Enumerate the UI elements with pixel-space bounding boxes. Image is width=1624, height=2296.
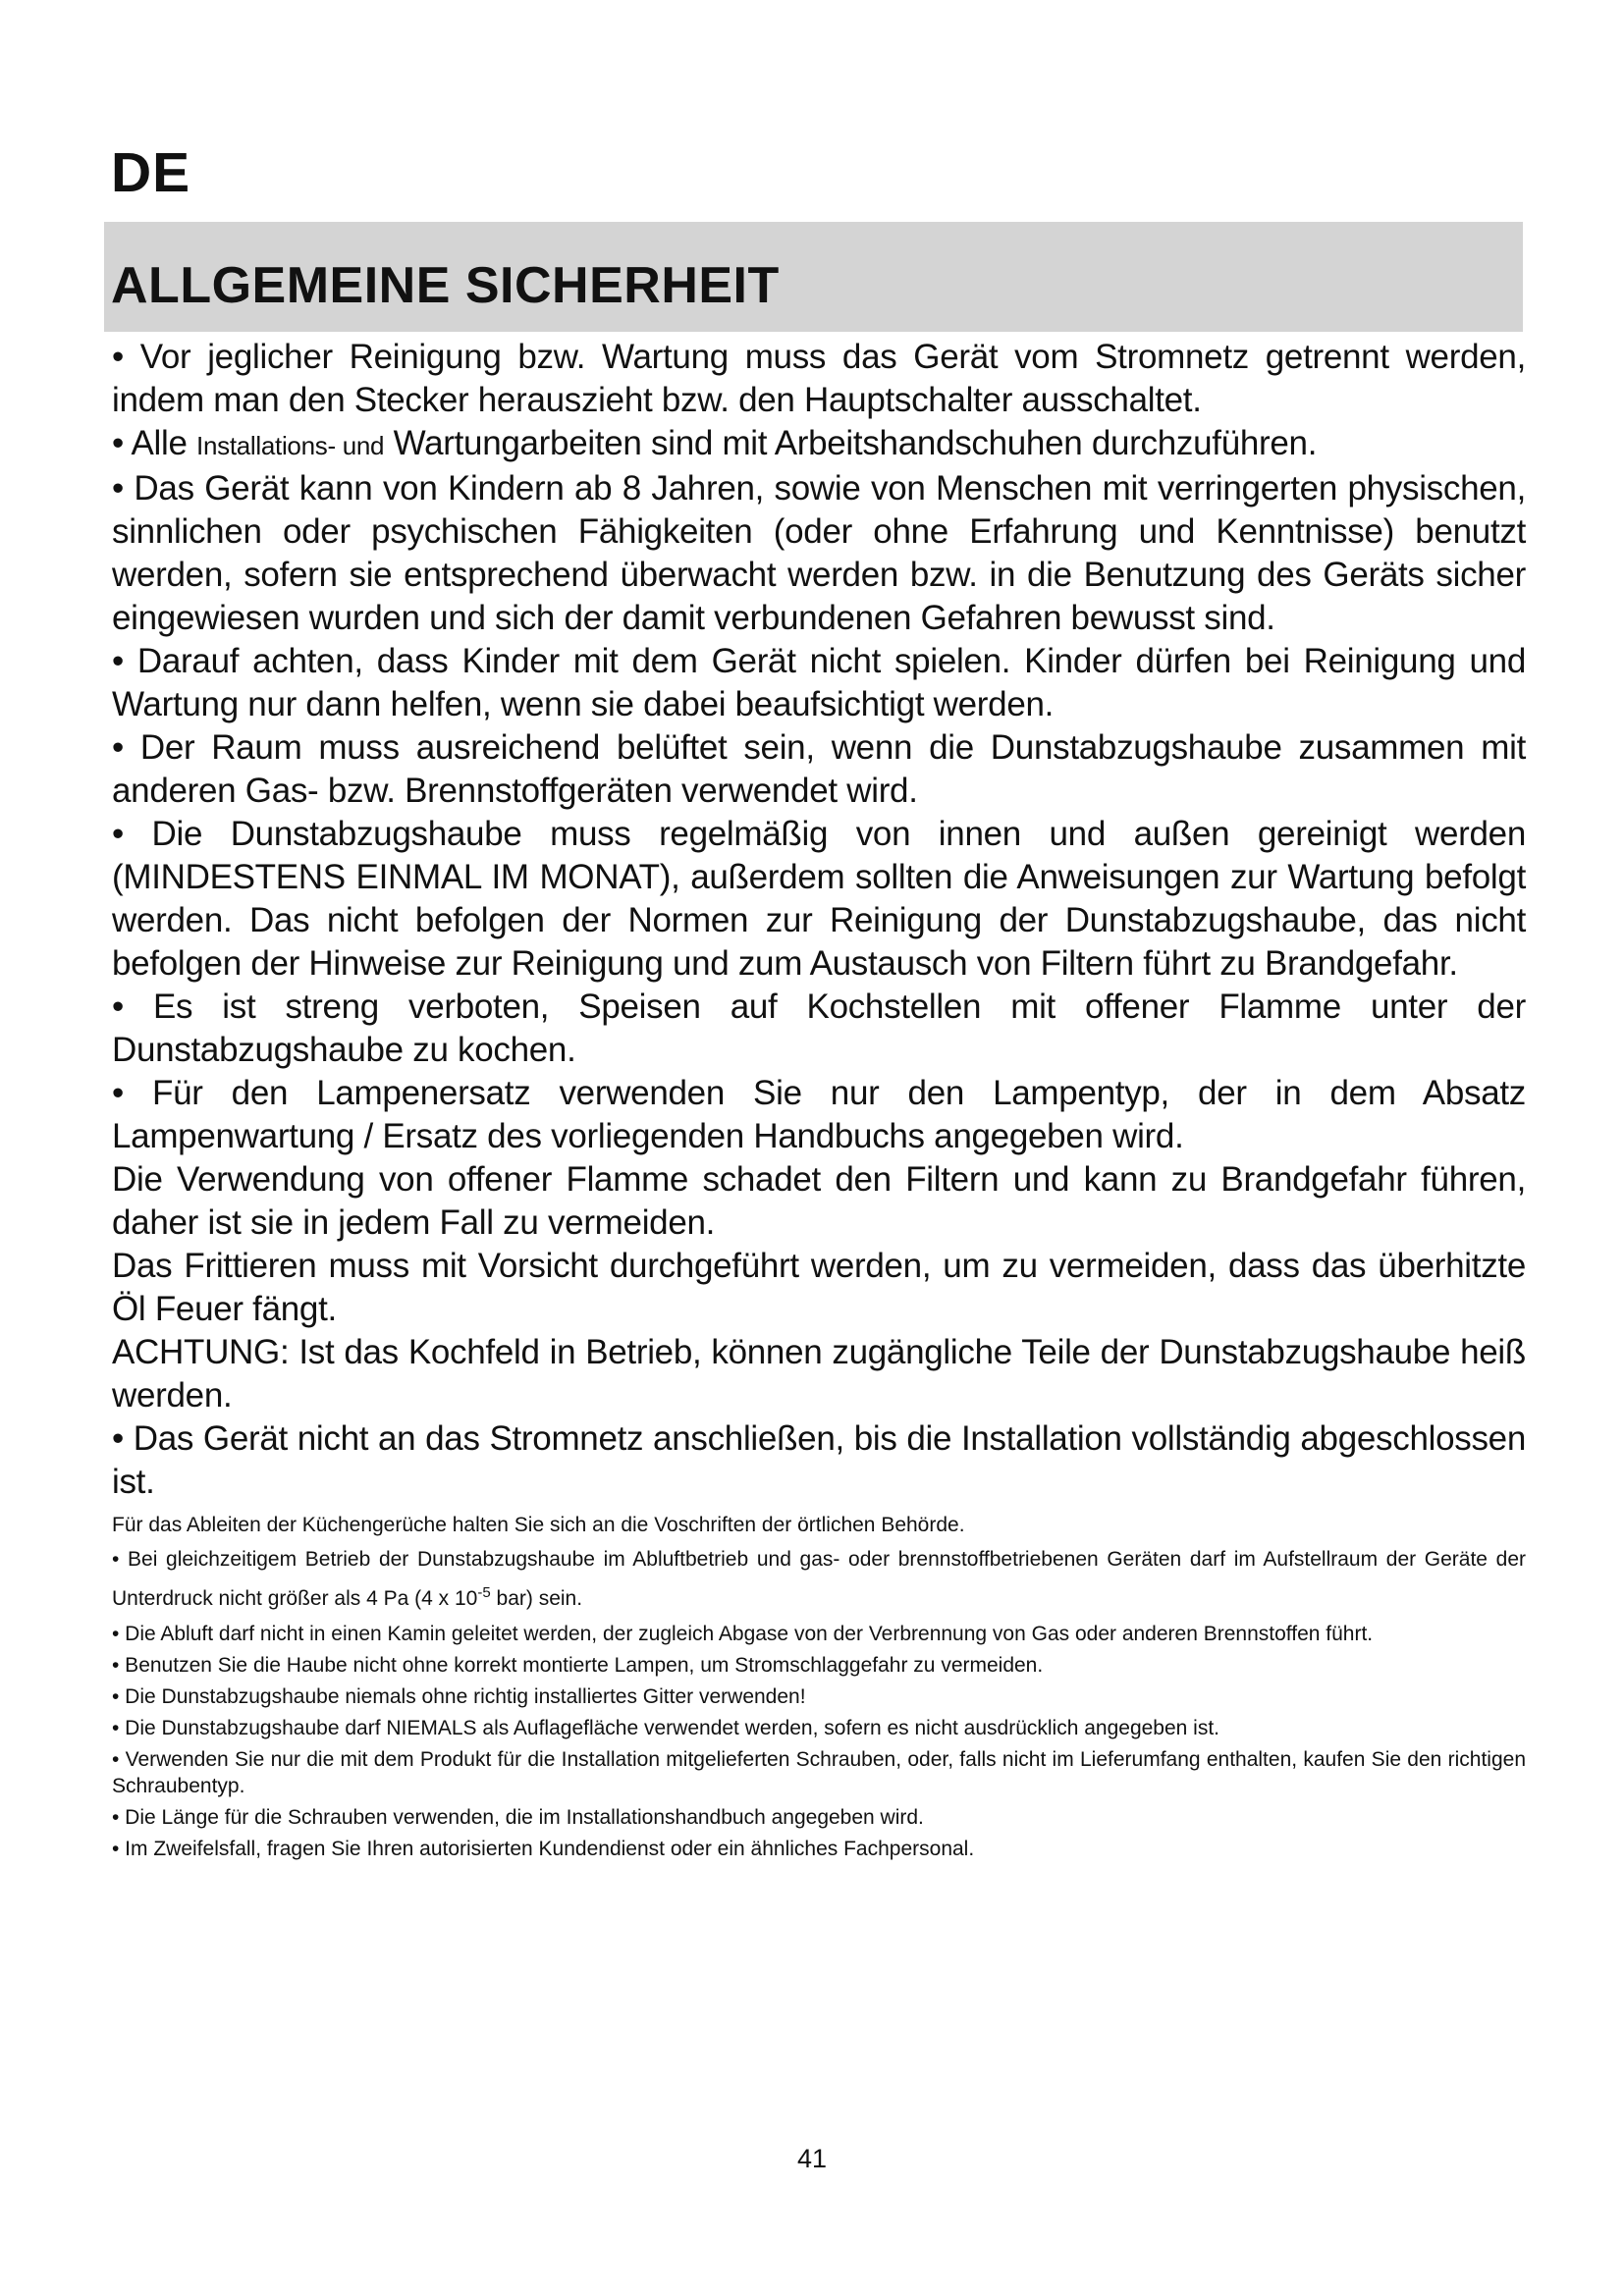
small-paragraph-chimney: • Die Abluft darf nicht in einen Kamin geleitet werden, der zugleich Abgase von der Verbrennung von Gas oder anderen Brennstoffen führt. [112,1623,1374,1645]
small-paragraph-negative-pressure [112,1543,1526,1616]
small-paragraph-grid: • Die Dunstabzugshaube niemals ohne richtig installiertes Gitter verwenden! [112,1685,806,1708]
paragraph-work-gloves [112,422,1526,467]
paragraph-ventilation: • Der Raum muss ausreichend belüftet sein, wenn die Dunstabzugshaube zusammen mit anderen Gas- bzw. Brennstoffgeräten verwendet wird. [112,728,1526,810]
paragraph-work-gloves-pre: • Alle [112,424,197,462]
small-paragraph-negative-pressure-exponent: -5 [477,1584,491,1601]
paragraph-children-usage: • Das Gerät kann von Kindern ab 8 Jahren, sowie von Menschen mit verringerten physischen, sinnlichen oder psychischen Fähigkeiten (oder ohne Erfahrung und Kenntnisse) benutzt werden, sofern sie entsprechend überwacht werden bzw. in die Benutzung des Geräts sicher eingewiesen wurden und sich der damit verbundenen Gefahren bewusst sind. [112,469,1526,637]
paragraph-cleaning: • Die Dunstabzugshaube muss regelmäßig von innen und außen gereinigt werden (MINDESTENS EINMAL IM MONAT), außerdem sollten die Anweisungen zur Wartung befolgt werden. Das nicht befolgen der Normen zur Reinigung der Dunstabzugshaube, das nicht befolgen der Hinweise zur Reinigung und zum Austausch von Filtern führt zu Brandgefahr. [112,815,1526,983]
small-paragraph-screws: • Verwenden Sie nur die mit dem Produkt für die Installation mitgelieferten Schrauben, oder, falls nicht im Lieferumfang enthalten, kaufen Sie den richtigen Schraubentyp. [112,1748,1526,1797]
page-number: 41 [796,2144,828,2173]
paragraph-lamp-replacement: • Für den Lampenersatz verwenden Sie nur den Lampentyp, der in dem Absatz Lampenwartung / Ersatz des vorliegenden Handbuchs angegeben wird. [112,1074,1526,1155]
section-title: ALLGEMEINE SICHERHEIT [111,257,780,314]
language-code: DE [111,141,191,204]
small-paragraph-support-surface: • Die Dunstabzugshaube darf NIEMALS als Auflagefläche verwendet werden, sofern es nicht ausdrücklich angegeben ist. [112,1717,1220,1739]
main-safety-list [112,336,1526,1504]
document-body [112,336,1526,1867]
paragraph-open-flame-filters: Die Verwendung von offener Flamme schadet den Filtern und kann zu Brandgefahr führen, daher ist sie in jedem Fall zu vermeiden. [112,1160,1526,1242]
small-paragraph-lamps-mounted: • Benutzen Sie die Haube nicht ohne korrekt montierte Lampen, um Stromschlaggefahr zu vermeiden. [112,1654,1044,1677]
paragraph-frying: Das Frittieren muss mit Vorsicht durchgeführt werden, um zu vermeiden, dass das überhitzte Öl Feuer fängt. [112,1247,1526,1328]
paragraph-warning-hot-parts: ACHTUNG: Ist das Kochfeld in Betrieb, können zugängliche Teile der Dunstabzugshaube heiß werden. [112,1333,1526,1415]
small-paragraph-negative-pressure-post: bar) sein. [490,1587,583,1610]
paragraph-disconnect-power: • Vor jeglicher Reinigung bzw. Wartung muss das Gerät vom Stromnetz getrennt werden, indem man den Stecker herauszieht bzw. den Hauptschalter ausschaltet. [112,338,1526,419]
paragraph-installation-complete: • Das Gerät nicht an das Stromnetz anschließen, bis die Installation vollständig abgeschlossen ist. [112,1419,1526,1501]
small-paragraph-local-regulations: Für das Ableiten der Küchengerüche halten Sie sich an die Voschriften der örtlichen Behörde. [112,1514,965,1536]
paragraph-work-gloves-post: Wartungarbeiten sind mit Arbeitshandschuhen durchzuführen. [384,424,1318,462]
small-paragraph-customer-service: • Im Zweifelsfall, fragen Sie Ihren autorisierten Kundendienst oder ein ähnliches Fachpersonal. [112,1838,975,1860]
paragraph-open-flame-cooking: • Es ist streng verboten, Speisen auf Kochstellen mit offener Flamme unter der Dunstabzugshaube zu kochen. [112,988,1526,1069]
paragraph-children-play: • Darauf achten, dass Kinder mit dem Gerät nicht spielen. Kinder dürfen bei Reinigung und Wartung nur dann helfen, wenn sie dabei beaufsichtigt werden. [112,642,1526,723]
small-paragraph-negative-pressure-pre: • Bei gleichzeitigem Betrieb der Dunstabzugshaube im Abluftbetrieb und gas- oder brennstoffbetriebenen Geräten darf im Aufstellraum der Geräte der Unterdruck nicht größer als 4 Pa (4 x 10 [112,1548,1526,1610]
small-paragraph-screw-length: • Die Länge für die Schrauben verwenden, die im Installationshandbuch angegeben wird. [112,1806,924,1829]
paragraph-work-gloves-small: Installations- und [196,431,385,460]
supplementary-safety-list [112,1512,1526,1862]
